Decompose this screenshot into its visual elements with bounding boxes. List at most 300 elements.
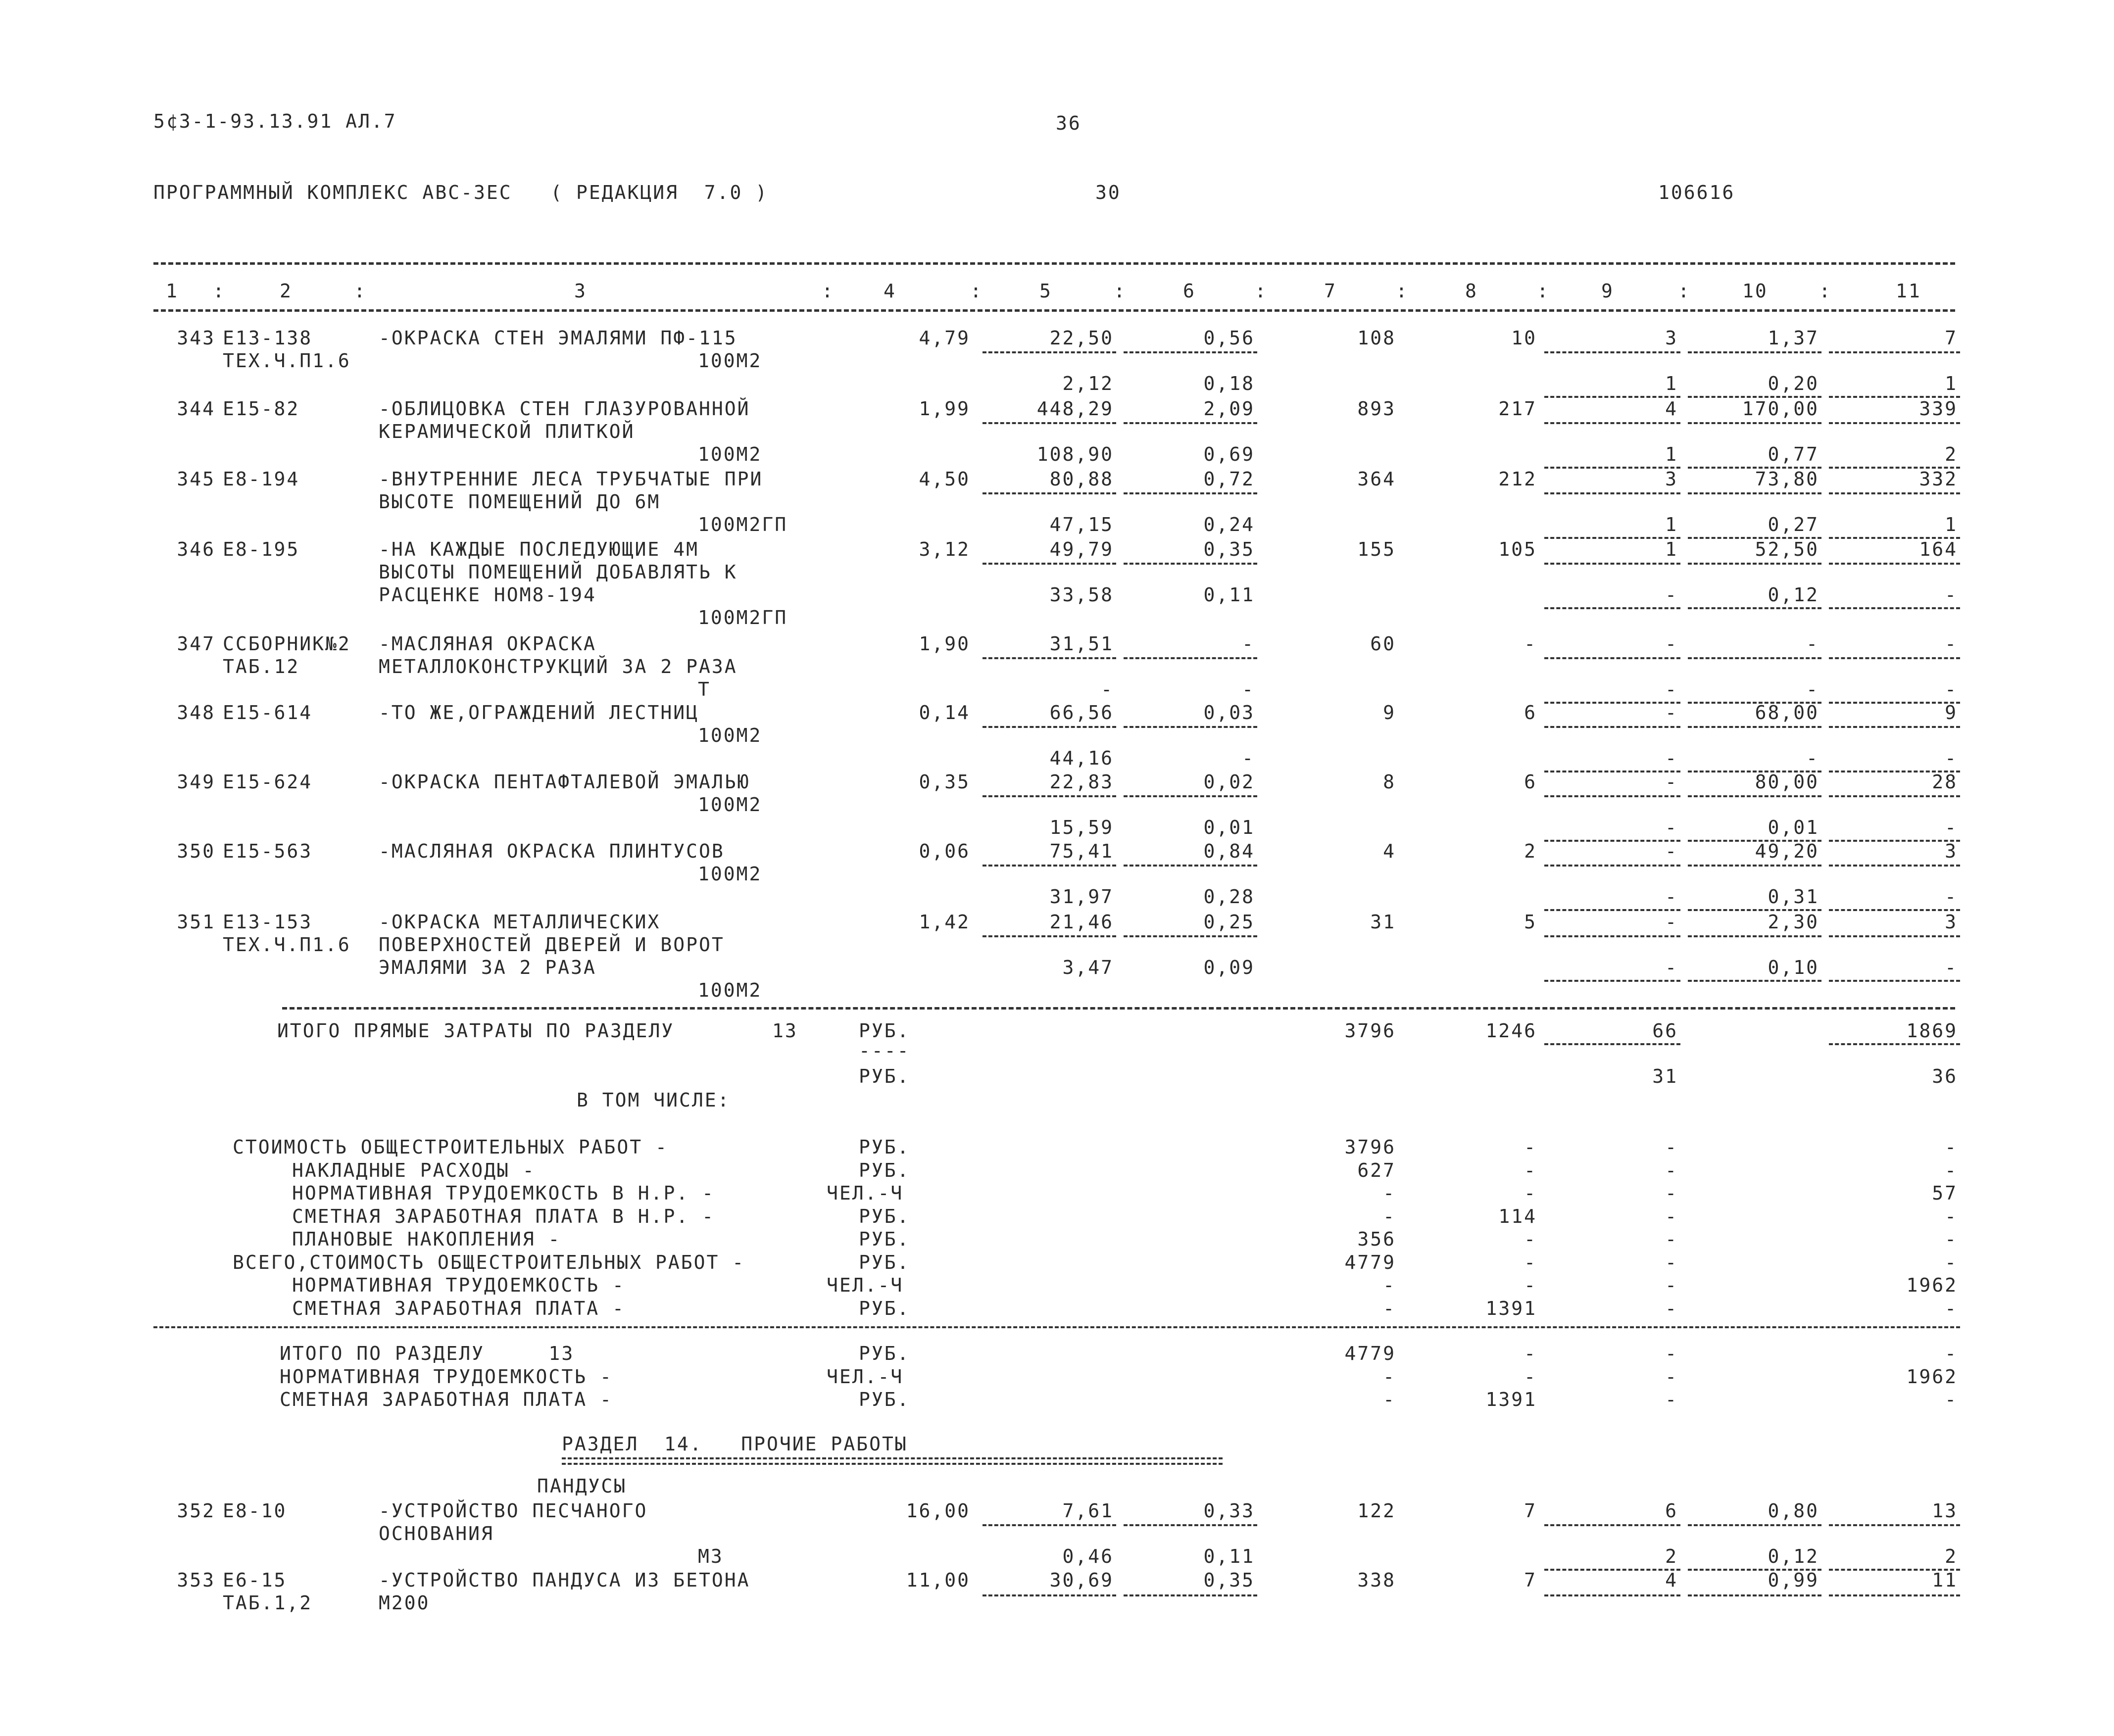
including-heading: В ТОМ ЧИСЛЕ:: [577, 1089, 731, 1111]
quantity: 1,90: [919, 633, 970, 655]
labor-norm: 73,80: [1755, 468, 1819, 490]
sub-rule: [1124, 1594, 1257, 1596]
work-description: -ОКРАСКА СТЕН ЭМАЛЯМИ ПФ-115: [379, 327, 737, 349]
unit-cost-wage-secondary: 0,11: [1203, 584, 1255, 606]
section-total-cost: -: [1383, 1389, 1396, 1410]
labor-norm: 1,37: [1768, 327, 1819, 349]
quantity: 1,99: [919, 398, 970, 420]
total-cost: 31: [1370, 911, 1396, 933]
sub-rule: [983, 657, 1116, 659]
sub-rule: [1829, 351, 1960, 353]
cost-breakdown-total: -: [1383, 1274, 1396, 1296]
column-separator: :: [1114, 280, 1127, 302]
work-description: ВЫСОТЕ ПОМЕЩЕНИЙ ДО 6М: [379, 491, 661, 513]
sub-rule: [1829, 840, 1960, 842]
unit-rub: РУБ.: [859, 1020, 910, 1042]
row-number: 346: [177, 538, 215, 560]
machine-cost: -: [1665, 702, 1678, 723]
sub-rule: [1688, 1524, 1821, 1526]
unit-of-measure: 100М2: [698, 443, 762, 465]
machine-cost-secondary: -: [1665, 747, 1678, 769]
unit-cost-wage: 2,09: [1203, 398, 1255, 420]
unit-cost-wage: -: [1242, 633, 1255, 655]
row-number: 352: [177, 1500, 215, 1522]
machine-cost: 3: [1665, 468, 1678, 490]
sub-rule: [1544, 1569, 1680, 1571]
row-number: 348: [177, 702, 215, 723]
work-description: РАСЦЕНКЕ НОМ8-194: [379, 584, 596, 606]
cost-breakdown-label: ВСЕГО,СТОИМОСТЬ ОБЩЕСТРОИТЕЛЬНЫХ РАБОТ -: [233, 1251, 745, 1273]
column-header-10: 10: [1742, 280, 1768, 302]
work-description: МЕТАЛЛОКОНСТРУКЦИЙ ЗА 2 РАЗА: [379, 656, 737, 677]
section-total-unit: ЧЕЛ.-Ч: [827, 1365, 904, 1388]
unit-cost-wage-secondary: -: [1242, 747, 1255, 769]
column-header-5: 5: [1039, 280, 1052, 302]
sub-rule: [1829, 1524, 1960, 1526]
labor-total-secondary: 2: [1945, 443, 1958, 465]
sub-rule: [983, 935, 1116, 937]
sub-rule: [1544, 492, 1680, 494]
unit-cost-wage: 0,03: [1203, 702, 1255, 723]
unit-cost-wage: 0,35: [1203, 538, 1255, 560]
labor-total: 3: [1945, 911, 1958, 933]
labor-norm-secondary: 0,20: [1768, 373, 1819, 394]
unit-cost-secondary: 108,90: [1036, 443, 1114, 465]
unit-cost-secondary: 2,12: [1062, 373, 1114, 394]
sub-rule: [1124, 726, 1257, 728]
total-cost: 364: [1357, 468, 1396, 490]
sub-rule: [983, 865, 1116, 867]
quantity: 1,42: [919, 911, 970, 933]
section-14-underline: [562, 1457, 1223, 1459]
total-wage: 217: [1498, 398, 1537, 420]
cost-breakdown-total: -: [1383, 1297, 1396, 1319]
column-separator: :: [970, 280, 983, 302]
sub-rule: [983, 1524, 1116, 1526]
section-total-machine: -: [1665, 1365, 1678, 1388]
work-description: ВЫСОТЫ ПОМЕЩЕНИЙ ДОБАВЛЯТЬ К: [379, 561, 737, 583]
direct-total-cost: 3796: [1344, 1020, 1396, 1042]
total-wage: -: [1524, 633, 1537, 655]
cost-breakdown-unit: РУБ.: [859, 1159, 910, 1181]
section-total-machine: -: [1665, 1389, 1678, 1410]
cost-breakdown-labor: 1962: [1906, 1274, 1958, 1296]
machine-cost: 4: [1665, 398, 1678, 420]
machine-cost: 6: [1665, 1500, 1678, 1522]
row-number: 343: [177, 327, 215, 349]
sub-rule: [1829, 657, 1960, 659]
sub-rule: [1544, 607, 1680, 609]
labor-total-secondary: 1: [1945, 514, 1958, 535]
norm-code: Е8-195: [223, 538, 300, 560]
sub-rule: [1688, 657, 1821, 659]
cost-breakdown-labor: 57: [1932, 1182, 1958, 1204]
sub-rule: [1124, 935, 1257, 937]
machine-cost: 4: [1665, 1569, 1678, 1591]
cost-breakdown-unit: РУБ.: [859, 1228, 910, 1250]
cost-breakdown-total: 4779: [1344, 1251, 1396, 1273]
machine-cost: -: [1665, 911, 1678, 933]
labor-norm: 49,20: [1755, 840, 1819, 862]
labor-norm: 0,99: [1768, 1569, 1819, 1591]
cost-breakdown-label: НОРМАТИВНАЯ ТРУДОЕМКОСТЬ В Н.Р. -: [292, 1182, 715, 1204]
unit-cost-wage-secondary: 0,28: [1203, 886, 1255, 908]
sub-rule: [1688, 351, 1821, 353]
column-separator: :: [1537, 280, 1550, 302]
sub-rule: [1688, 980, 1821, 982]
cost-breakdown-total: -: [1383, 1182, 1396, 1204]
cost-breakdown-wage: 114: [1498, 1205, 1537, 1227]
labor-total-secondary: -: [1945, 957, 1958, 978]
cost-breakdown-total: -: [1383, 1205, 1396, 1227]
quantity: 4,79: [919, 327, 970, 349]
sub-rule: [1544, 351, 1680, 353]
work-description: -ОБЛИЦОВКА СТЕН ГЛАЗУРОВАННОЙ: [379, 398, 750, 420]
cost-breakdown-labor: -: [1945, 1297, 1958, 1319]
labor-total: 11: [1932, 1569, 1958, 1591]
document-number: 106616: [1658, 182, 1735, 203]
sub-rule: [1688, 563, 1821, 565]
total-cost: 893: [1357, 398, 1396, 420]
sub-rule: [983, 795, 1116, 797]
total-wage: 7: [1524, 1500, 1537, 1522]
unit-of-measure: 100М2: [698, 979, 762, 1001]
quantity: 11,00: [906, 1569, 970, 1591]
machine-cost-secondary: 1: [1665, 373, 1678, 394]
cost-breakdown-machine: -: [1665, 1251, 1678, 1273]
total-cost: 122: [1357, 1500, 1396, 1522]
sheet-number: 30: [1095, 182, 1121, 203]
sub-rule: [1544, 657, 1680, 659]
sub-rule: [1829, 1594, 1960, 1596]
sub-rule: [1829, 563, 1960, 565]
work-description: -ОКРАСКА ПЕНТАФТАЛЕВОЙ ЭМАЛЬЮ: [379, 771, 750, 793]
total-wage: 10: [1511, 327, 1537, 349]
sub-rule: [1688, 865, 1821, 867]
cost-breakdown-wage: -: [1524, 1182, 1537, 1204]
section-total-label: СМЕТНАЯ ЗАРАБОТНАЯ ПЛАТА -: [280, 1389, 613, 1410]
column-separator: :: [1678, 280, 1691, 302]
cost-breakdown-machine: -: [1665, 1159, 1678, 1181]
sub-rule: [1829, 865, 1960, 867]
cost-breakdown-wage: -: [1524, 1274, 1537, 1296]
cost-breakdown-label: СМЕТНАЯ ЗАРАБОТНАЯ ПЛАТА В Н.Р. -: [292, 1205, 715, 1227]
total-wage: 5: [1524, 911, 1537, 933]
sub-rule: [1829, 702, 1960, 704]
cost-breakdown-label: ПЛАНОВЫЕ НАКОПЛЕНИЯ -: [292, 1228, 561, 1250]
norm-code: Е15-82: [223, 398, 300, 420]
norm-code: ССБОРНИК№2: [223, 633, 351, 655]
machine-cost: -: [1665, 633, 1678, 655]
labor-total-secondary: 1: [1945, 373, 1958, 394]
section-total-wage: 1391: [1485, 1389, 1537, 1410]
sub-rule: [1544, 396, 1680, 398]
work-description: -УСТРОЙСТВО ПЕСЧАНОГО: [379, 1500, 648, 1522]
page-number: 36: [1056, 112, 1082, 134]
sub-rule: [1829, 935, 1960, 937]
work-description: ПОВЕРХНОСТЕЙ ДВЕРЕЙ И ВОРОТ: [379, 934, 725, 956]
labor-norm-secondary: -: [1806, 678, 1819, 700]
norm-code-note: ТАБ.12: [223, 656, 300, 677]
column-header-1: 1: [166, 280, 179, 302]
unit-cost-wage-secondary: 0,11: [1203, 1545, 1255, 1567]
sub-rule: [1688, 492, 1821, 494]
total-wage: 6: [1524, 702, 1537, 723]
direct-costs-section: 13: [772, 1020, 798, 1042]
row-number: 344: [177, 398, 215, 420]
cost-breakdown-total: 3796: [1344, 1136, 1396, 1158]
work-description: ЭМАЛЯМИ ЗА 2 РАЗА: [379, 957, 596, 978]
sub-rule: [1124, 422, 1257, 424]
sub-rule: [1544, 935, 1680, 937]
total-cost: 338: [1357, 1569, 1396, 1591]
work-description: КЕРАМИЧЕСКОЙ ПЛИТКОЙ: [379, 421, 635, 442]
labor-norm-secondary: 0,31: [1768, 886, 1819, 908]
unit-of-measure: 100М2: [698, 350, 762, 372]
section-total-unit: РУБ.: [859, 1343, 910, 1364]
cost-breakdown-labor: -: [1945, 1228, 1958, 1250]
cost-breakdown-machine: -: [1665, 1297, 1678, 1319]
unit-cost: 22,83: [1049, 771, 1114, 793]
unit-cost-wage: 0,72: [1203, 468, 1255, 490]
unit-cost-secondary: 0,46: [1062, 1545, 1114, 1567]
cost-breakdown-machine: -: [1665, 1274, 1678, 1296]
norm-code: Е15-624: [223, 771, 313, 793]
direct-total-wage: 1246: [1485, 1020, 1537, 1042]
section-rule: [153, 1326, 1960, 1328]
unit-cost: 7,61: [1062, 1500, 1114, 1522]
unit-of-measure: 100М2: [698, 863, 762, 885]
sub-rule: [1688, 935, 1821, 937]
direct-machine-cost-secondary: 31: [1652, 1065, 1678, 1087]
work-description: ОСНОВАНИЯ: [379, 1523, 494, 1544]
unit-cost-wage: 0,33: [1203, 1500, 1255, 1522]
work-description: -ОКРАСКА МЕТАЛЛИЧЕСКИХ: [379, 911, 661, 933]
ramps-subtitle: ПАНДУСЫ: [537, 1475, 627, 1497]
sub-rule: [1544, 702, 1680, 704]
total-wage: 105: [1498, 538, 1537, 560]
cost-breakdown-wage: -: [1524, 1228, 1537, 1250]
sub-rule: [1544, 563, 1680, 565]
machine-cost-secondary: -: [1665, 957, 1678, 978]
unit-cost-secondary: 44,16: [1049, 747, 1114, 769]
norm-code: Е13-153: [223, 911, 313, 933]
sub-rule: [1544, 1043, 1680, 1045]
unit-cost: 21,46: [1049, 911, 1114, 933]
column-header-3: 3: [574, 280, 587, 302]
column-header-8: 8: [1465, 280, 1478, 302]
unit-cost-secondary: 3,47: [1062, 957, 1114, 978]
sub-rule: [1688, 795, 1821, 797]
program-name: ПРОГРАММНЫЙ КОМПЛЕКС АВС-3ЕС ( РЕДАКЦИЯ 7.0 ): [153, 182, 769, 203]
row-number: 349: [177, 771, 215, 793]
column-header-4: 4: [884, 280, 896, 302]
sub-rule: [1544, 1524, 1680, 1526]
cost-breakdown-wage: -: [1524, 1159, 1537, 1181]
cost-breakdown-machine: -: [1665, 1182, 1678, 1204]
cost-breakdown-total: 356: [1357, 1228, 1396, 1250]
sub-rule: [1544, 840, 1680, 842]
sub-rule: [1544, 980, 1680, 982]
norm-code: Е8-10: [223, 1500, 287, 1522]
unit-cost-secondary: 47,15: [1049, 514, 1114, 535]
doc-code: 5¢3-1-93.13.91 АЛ.7: [153, 110, 397, 132]
column-separator: :: [213, 280, 226, 302]
sub-rule: [1544, 726, 1680, 728]
cost-breakdown-labor: -: [1945, 1159, 1958, 1181]
machine-cost-secondary: 1: [1665, 514, 1678, 535]
quantity: 0,35: [919, 771, 970, 793]
cost-breakdown-labor: -: [1945, 1205, 1958, 1227]
labor-norm-secondary: 0,12: [1768, 584, 1819, 606]
section-total-labor: 1962: [1906, 1365, 1958, 1388]
machine-cost-secondary: -: [1665, 584, 1678, 606]
sub-rule: [1124, 563, 1257, 565]
labor-norm-secondary: 0,10: [1768, 957, 1819, 978]
unit-cost: 22,50: [1049, 327, 1114, 349]
norm-code: Е15-563: [223, 840, 313, 862]
unit-cost: 30,69: [1049, 1569, 1114, 1591]
row-number: 353: [177, 1569, 215, 1591]
labor-norm-secondary: -: [1806, 747, 1819, 769]
header-top-rule: [153, 262, 1955, 265]
cost-breakdown-labor: -: [1945, 1136, 1958, 1158]
norm-code: Е15-614: [223, 702, 313, 723]
unit-dash: ----: [859, 1040, 910, 1061]
section-total-cost: 4779: [1344, 1343, 1396, 1364]
machine-cost-secondary: 2: [1665, 1545, 1678, 1567]
quantity: 0,06: [919, 840, 970, 862]
unit-cost: 49,79: [1049, 538, 1114, 560]
column-separator: :: [1255, 280, 1268, 302]
labor-total: -: [1945, 633, 1958, 655]
sub-rule: [1124, 657, 1257, 659]
section-total-machine: -: [1665, 1343, 1678, 1364]
machine-cost: 3: [1665, 327, 1678, 349]
section-total-unit: РУБ.: [859, 1389, 910, 1410]
cost-breakdown-total: 627: [1357, 1159, 1396, 1181]
unit-cost-wage-secondary: -: [1242, 678, 1255, 700]
cost-breakdown-label: СТОИМОСТЬ ОБЩЕСТРОИТЕЛЬНЫХ РАБОТ -: [233, 1136, 668, 1158]
unit-cost: 80,88: [1049, 468, 1114, 490]
labor-norm: 80,00: [1755, 771, 1819, 793]
column-header-6: 6: [1183, 280, 1196, 302]
cost-breakdown-wage: -: [1524, 1251, 1537, 1273]
sub-rule: [1544, 467, 1680, 469]
section-total-labor: -: [1945, 1343, 1958, 1364]
labor-total-secondary: -: [1945, 886, 1958, 908]
sub-rule: [1544, 909, 1680, 911]
cost-breakdown-label: НАКЛАДНЫЕ РАСХОДЫ -: [292, 1159, 536, 1181]
section-total-cost: -: [1383, 1365, 1396, 1388]
unit-cost-secondary: 31,97: [1049, 886, 1114, 908]
sub-rule: [983, 422, 1116, 424]
work-description: -НА КАЖДЫЕ ПОСЛЕДУЮЩИЕ 4М: [379, 538, 699, 560]
row-number: 347: [177, 633, 215, 655]
cost-breakdown-labor: -: [1945, 1251, 1958, 1273]
section-total-wage: -: [1524, 1343, 1537, 1364]
quantity: 16,00: [906, 1500, 970, 1522]
section-14-title: РАЗДЕЛ 14. ПРОЧИЕ РАБОТЫ: [562, 1433, 908, 1455]
sub-rule: [983, 1594, 1116, 1596]
sub-rule: [1829, 909, 1960, 911]
work-description: -УСТРОЙСТВО ПАНДУСА ИЗ БЕТОНА: [379, 1569, 750, 1591]
sub-rule: [1829, 726, 1960, 728]
total-wage: 6: [1524, 771, 1537, 793]
section-14-underline: [562, 1463, 1223, 1465]
column-separator: :: [1819, 280, 1832, 302]
norm-code-note: ТАБ.1,2: [223, 1592, 313, 1614]
total-cost: 8: [1383, 771, 1396, 793]
cost-breakdown-unit: ЧЕЛ.-Ч: [827, 1182, 904, 1204]
labor-norm: 68,00: [1755, 702, 1819, 723]
column-separator: :: [1396, 280, 1409, 302]
labor-total-secondary: -: [1945, 817, 1958, 838]
unit-cost-wage: 0,25: [1203, 911, 1255, 933]
labor-total-secondary: -: [1945, 584, 1958, 606]
labor-norm: 2,30: [1768, 911, 1819, 933]
sub-rule: [983, 563, 1116, 565]
unit-cost-wage-secondary: 0,24: [1203, 514, 1255, 535]
sub-rule: [1688, 422, 1821, 424]
work-description: -ВНУТРЕННИЕ ЛЕСА ТРУБЧАТЫЕ ПРИ: [379, 468, 763, 490]
section-total-labor: -: [1945, 1389, 1958, 1410]
norm-code: Е6-15: [223, 1569, 287, 1591]
cost-breakdown-unit: РУБ.: [859, 1136, 910, 1158]
machine-cost-secondary: -: [1665, 817, 1678, 838]
norm-code-note: ТЕХ.Ч.П1.6: [223, 934, 351, 956]
total-cost: 155: [1357, 538, 1396, 560]
direct-labor-total: 1869: [1906, 1020, 1958, 1042]
total-wage: 2: [1524, 840, 1537, 862]
labor-total: 28: [1932, 771, 1958, 793]
labor-total-secondary: 2: [1945, 1545, 1958, 1567]
labor-norm-secondary: 0,77: [1768, 443, 1819, 465]
quantity: 3,12: [919, 538, 970, 560]
unit-cost-wage-secondary: 0,09: [1203, 957, 1255, 978]
labor-total-secondary: -: [1945, 747, 1958, 769]
quantity: 4,50: [919, 468, 970, 490]
labor-norm-secondary: 0,01: [1768, 817, 1819, 838]
unit-cost-wage: 0,56: [1203, 327, 1255, 349]
machine-cost-secondary: 1: [1665, 443, 1678, 465]
cost-breakdown-unit: РУБ.: [859, 1251, 910, 1273]
machine-cost: -: [1665, 771, 1678, 793]
sub-rule: [1829, 1043, 1960, 1045]
sub-rule: [1829, 795, 1960, 797]
unit-cost-wage-secondary: 0,01: [1203, 817, 1255, 838]
machine-cost-secondary: -: [1665, 678, 1678, 700]
column-separator: :: [354, 280, 367, 302]
labor-total: 3: [1945, 840, 1958, 862]
unit-cost-wage-secondary: 0,18: [1203, 373, 1255, 394]
sub-rule: [1544, 865, 1680, 867]
labor-total-secondary: -: [1945, 678, 1958, 700]
labor-norm-secondary: 0,27: [1768, 514, 1819, 535]
labor-total: 339: [1919, 398, 1958, 420]
unit-cost: 75,41: [1049, 840, 1114, 862]
labor-norm: -: [1806, 633, 1819, 655]
sub-rule: [1544, 537, 1680, 539]
labor-total: 13: [1932, 1500, 1958, 1522]
unit-cost-secondary: -: [1101, 678, 1114, 700]
cost-breakdown-wage: -: [1524, 1136, 1537, 1158]
unit-rub: РУБ.: [859, 1065, 910, 1087]
unit-of-measure: 100М2: [698, 794, 762, 816]
unit-of-measure: 100М2: [698, 724, 762, 746]
column-header-7: 7: [1324, 280, 1337, 302]
labor-total: 164: [1919, 538, 1958, 560]
